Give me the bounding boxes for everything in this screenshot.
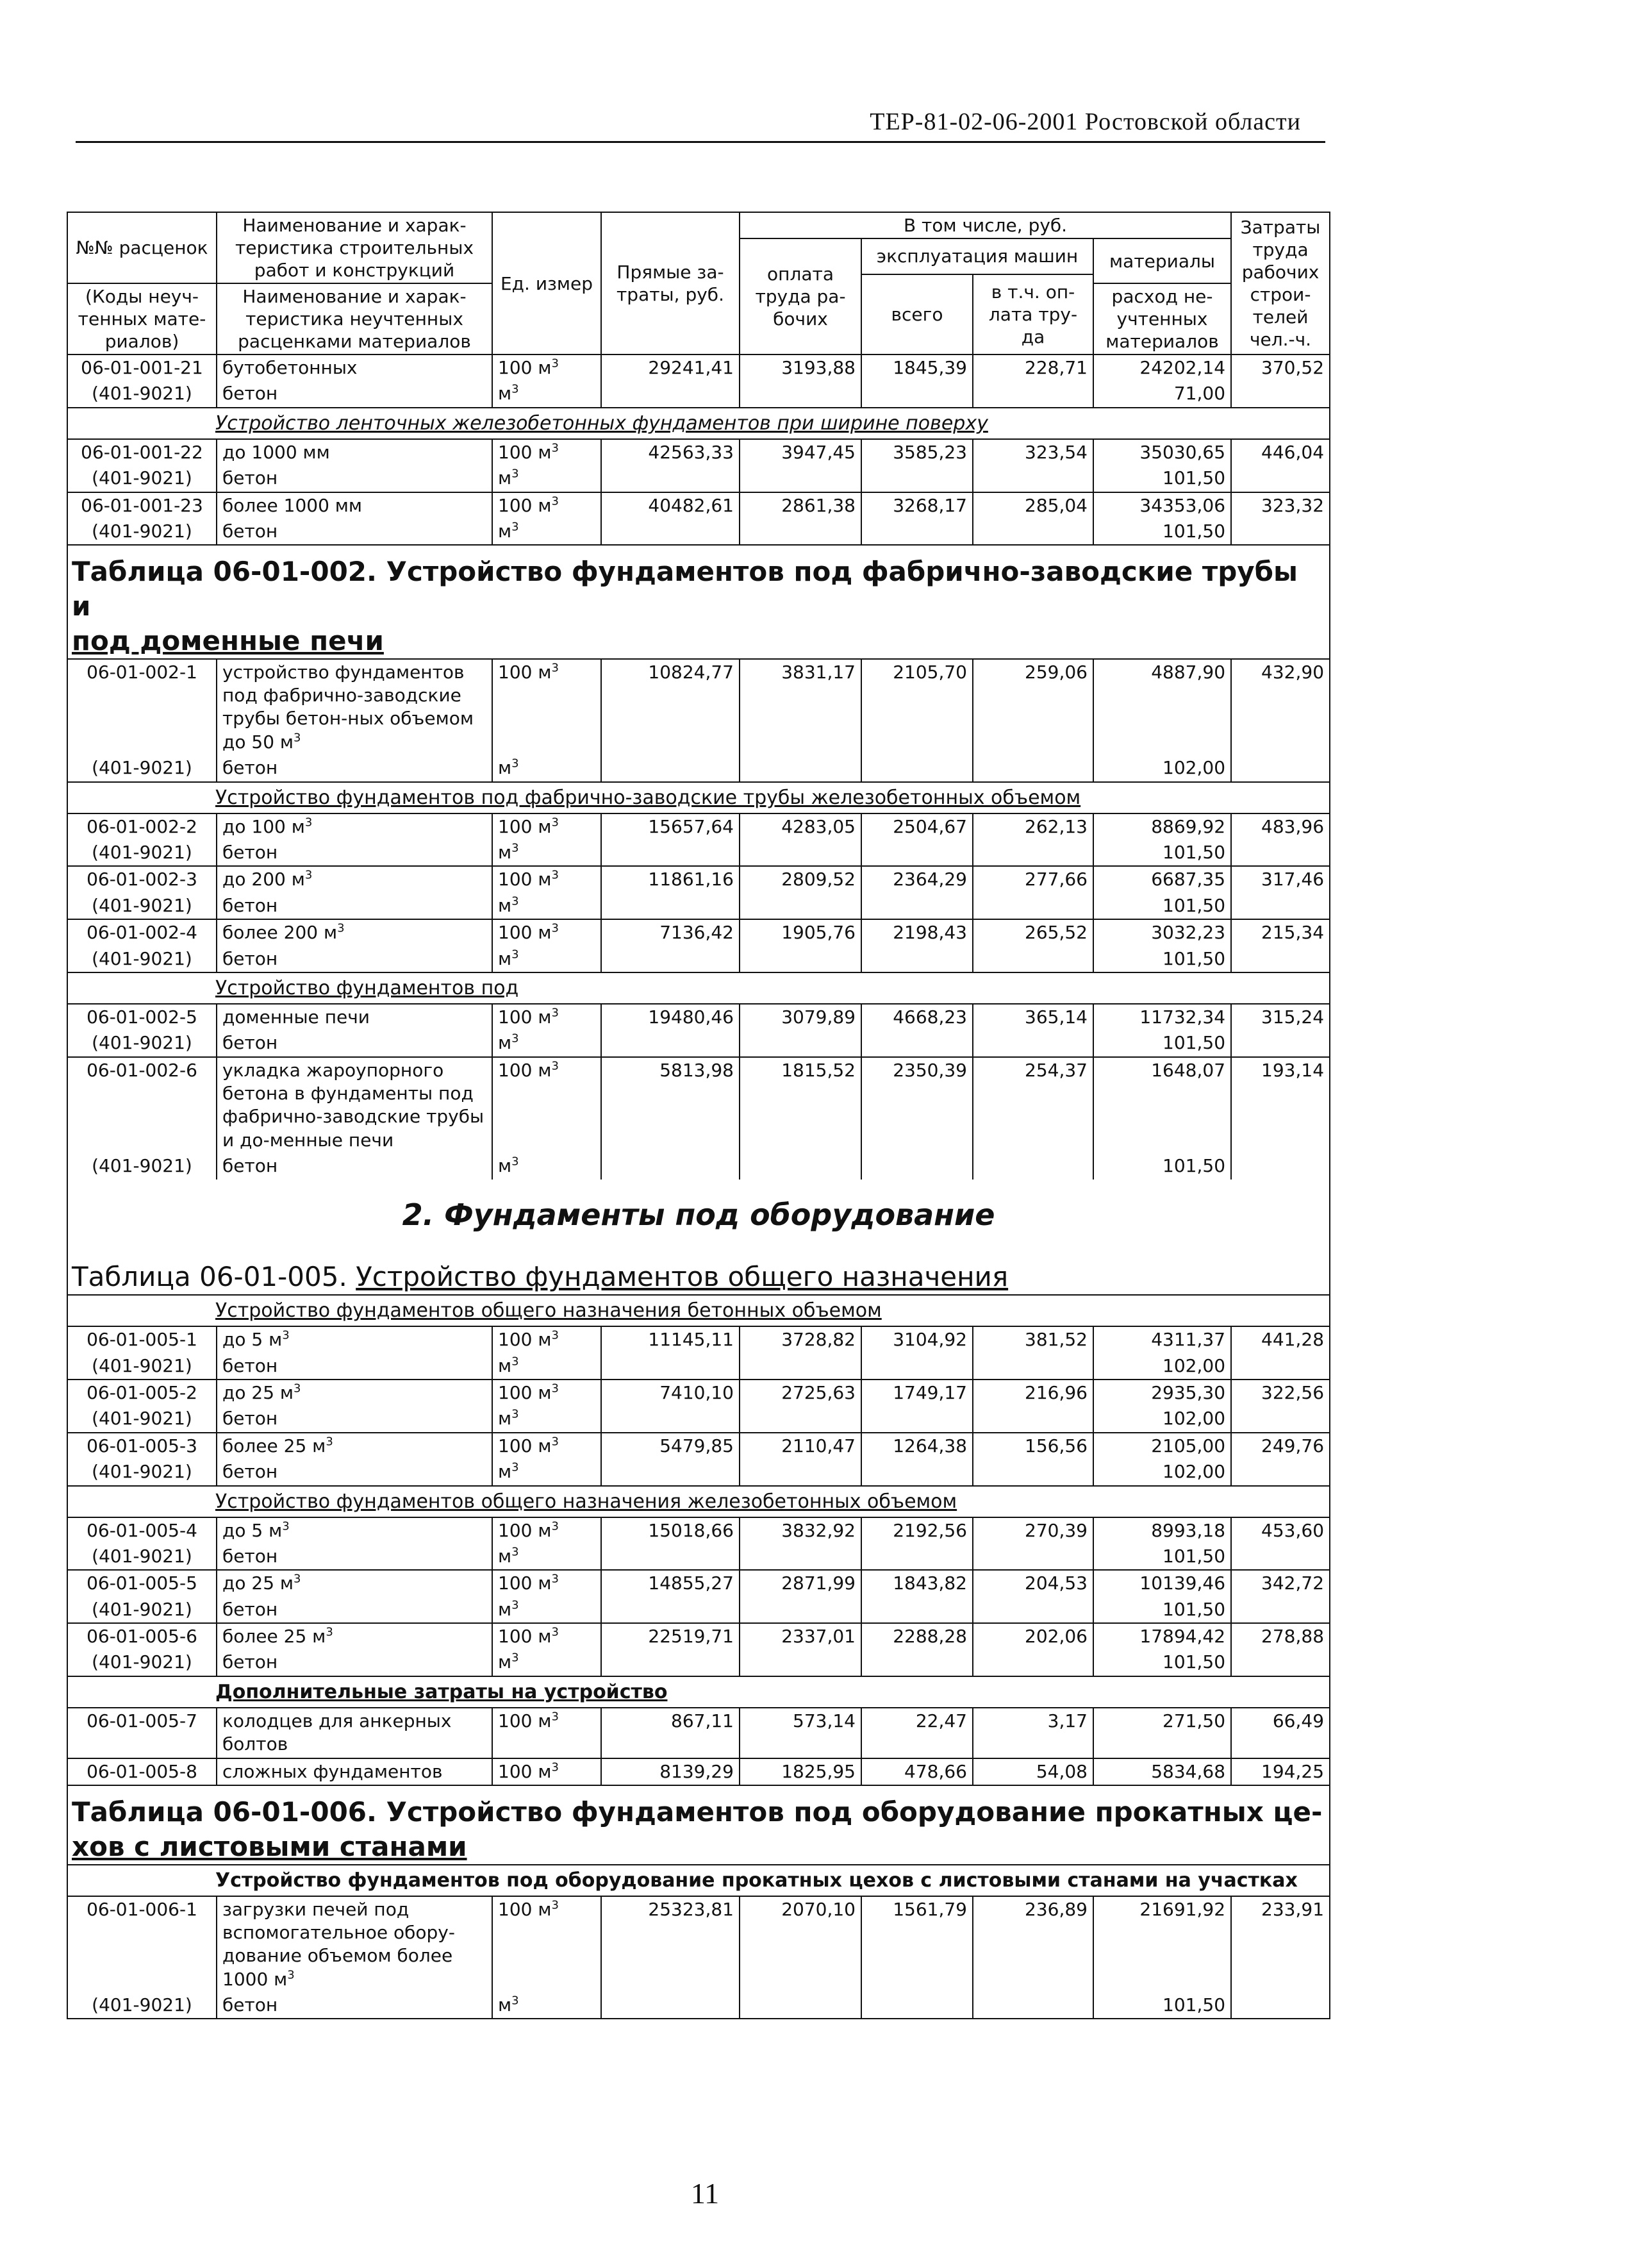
labor: 441,28: [1231, 1326, 1330, 1353]
wages: 2725,63: [740, 1380, 861, 1406]
material-row: [67, 1992, 1330, 2019]
machines-wages: 204,53: [973, 1570, 1093, 1596]
labor: 315,24: [1231, 1004, 1330, 1030]
materials: 6687,35: [1093, 866, 1231, 892]
header-materials: материалы: [1093, 238, 1231, 283]
material-row: [67, 465, 1330, 492]
material-quantity: 101,50: [1093, 1030, 1231, 1056]
machines-total: 1749,17: [861, 1380, 973, 1406]
rate-code: 06-01-005-2: [67, 1380, 217, 1406]
material-quantity: 101,50: [1093, 519, 1231, 545]
labor: 322,56: [1231, 1380, 1330, 1406]
direct-costs: 5479,85: [601, 1433, 740, 1459]
material-quantity: 102,00: [1093, 1459, 1231, 1485]
wages: 2861,38: [740, 492, 861, 519]
machines-total: 2504,67: [861, 813, 973, 840]
material-unit: $м^3$: [492, 1030, 601, 1056]
work-name: до 100 $м^3$: [217, 813, 492, 840]
rate-code: 06-01-002-2: [67, 813, 217, 840]
header-materials-consumption: расход не-учтенных материалов: [1093, 283, 1231, 354]
unit: 100 $м^3$: [492, 1708, 601, 1758]
wages: 1825,95: [740, 1758, 861, 1785]
material-quantity: 102,00: [1093, 1406, 1231, 1432]
header-machines-total: всего: [861, 274, 973, 355]
work-name: устройство фундаментов под фабрично-заводские трубы бетон-ных объемом до 50 $м^3$: [217, 659, 492, 756]
direct-costs: 7136,42: [601, 919, 740, 946]
header-wages: оплата труда ра-бочих: [740, 238, 861, 354]
machines-total: 1264,38: [861, 1433, 973, 1459]
labor: 278,88: [1231, 1623, 1330, 1649]
wages: 2337,01: [740, 1623, 861, 1649]
material-name: бетон: [217, 1992, 492, 2019]
wages: 3079,89: [740, 1004, 861, 1030]
page-number: 11: [690, 2177, 720, 2210]
labor: 317,46: [1231, 866, 1330, 892]
table-title: Таблица 06-01-002. Устройство фундаментов под фабрично-заводские трубы и под доменные печи: [67, 545, 1330, 658]
work-name: доменные печи: [217, 1004, 492, 1030]
material-row: [67, 1353, 1330, 1380]
material-unit: $м^3$: [492, 1459, 601, 1485]
header-machines: эксплуатация машин: [861, 238, 1093, 274]
table-row: [67, 439, 1330, 465]
rate-code: 06-01-002-5: [67, 1004, 217, 1030]
table-row: [67, 1896, 1330, 1993]
header-material-names: Наименование и харак-теристика неучтенных расценками материалов: [217, 283, 492, 354]
direct-costs: 11861,16: [601, 866, 740, 892]
materials: 4311,37: [1093, 1326, 1231, 1353]
table-row: [67, 659, 1330, 756]
materials: 2935,30: [1093, 1380, 1231, 1406]
table-label: Таблица 06-01-002.: [72, 556, 377, 588]
material-unit: $м^3$: [492, 1406, 601, 1432]
material-row: [67, 1153, 1330, 1179]
rates-table: [67, 212, 1330, 2019]
wages: 3831,17: [740, 659, 861, 756]
material-unit: $м^3$: [492, 893, 601, 919]
direct-costs: 8139,29: [601, 1758, 740, 1785]
header-code: №№ расценок: [67, 212, 217, 283]
table-row: [67, 1517, 1330, 1544]
materials: 21691,92: [1093, 1896, 1231, 1993]
unit: 100 $м^3$: [492, 492, 601, 519]
materials: 5834,68: [1093, 1758, 1231, 1785]
direct-costs: 14855,27: [601, 1570, 740, 1596]
material-name: бетон: [217, 1353, 492, 1380]
materials: 3032,23: [1093, 919, 1231, 946]
machines-wages: 277,66: [973, 866, 1093, 892]
material-name: бетон: [217, 840, 492, 866]
table-row: [67, 813, 1330, 840]
work-name: до 25 $м^3$: [217, 1380, 492, 1406]
material-quantity: 71,00: [1093, 381, 1231, 407]
direct-costs: 29241,41: [601, 354, 740, 381]
material-quantity: 101,50: [1093, 1992, 1231, 2019]
wages: 2871,99: [740, 1570, 861, 1596]
machines-total: 1843,82: [861, 1570, 973, 1596]
material-name: бетон: [217, 946, 492, 972]
material-quantity: 101,50: [1093, 1649, 1231, 1676]
unit: 100 $м^3$: [492, 1570, 601, 1596]
materials: 271,50: [1093, 1708, 1231, 1758]
rate-code: 06-01-005-1: [67, 1326, 217, 1353]
material-row: [67, 840, 1330, 866]
table-row: [67, 866, 1330, 892]
header-including: В том числе, руб.: [740, 212, 1231, 238]
unit: 100 $м^3$: [492, 1517, 601, 1544]
machines-wages: 202,06: [973, 1623, 1093, 1649]
materials: 10139,46: [1093, 1570, 1231, 1596]
rate-code: 06-01-006-1: [67, 1896, 217, 1993]
material-quantity: 101,50: [1093, 946, 1231, 972]
machines-wages: 236,89: [973, 1896, 1093, 1993]
table-header: [67, 212, 1330, 354]
material-name: бетон: [217, 893, 492, 919]
machines-total: 22,47: [861, 1708, 973, 1758]
materials: 8993,18: [1093, 1517, 1231, 1544]
section-heading: 2. Фундаменты под оборудование: [67, 1180, 1330, 1251]
machines-wages: 254,37: [973, 1057, 1093, 1154]
material-row: [67, 946, 1330, 972]
material-row: [67, 1459, 1330, 1485]
work-name: более 25 $м^3$: [217, 1433, 492, 1459]
group-heading: Устройство фундаментов под: [67, 972, 1330, 1004]
material-quantity: 101,50: [1093, 1153, 1231, 1179]
unit: 100 $м^3$: [492, 1057, 601, 1154]
rate-code: 06-01-005-8: [67, 1758, 217, 1785]
material-quantity: 101,50: [1093, 840, 1231, 866]
machines-wages: 259,06: [973, 659, 1093, 756]
material-unit: $м^3$: [492, 1649, 601, 1676]
machines-wages: 156,56: [973, 1433, 1093, 1459]
group-heading: Устройство фундаментов общего назначения бетонных объемом: [67, 1295, 1330, 1326]
labor: 323,32: [1231, 492, 1330, 519]
unit: 100 $м^3$: [492, 919, 601, 946]
material-name: бетон: [217, 1544, 492, 1570]
machines-wages: 262,13: [973, 813, 1093, 840]
wages: 2070,10: [740, 1896, 861, 1993]
materials: 8869,92: [1093, 813, 1231, 840]
material-code: (401-9021): [67, 1459, 217, 1485]
unit: 100 $м^3$: [492, 1758, 601, 1785]
material-name: бетон: [217, 465, 492, 492]
machines-total: 2192,56: [861, 1517, 973, 1544]
table-title: Таблица 06-01-005. Устройство фундаментов общего назначения: [67, 1251, 1330, 1295]
wages: 2809,52: [740, 866, 861, 892]
running-header: ТЕР-81-02-06-2001 Ростовской области: [870, 108, 1301, 135]
machines-wages: 381,52: [973, 1326, 1093, 1353]
material-name: бетон: [217, 1406, 492, 1432]
group-heading: Устройство ленточных железобетонных фундаментов при ширине поверху: [67, 408, 1330, 439]
unit: 100 $м^3$: [492, 439, 601, 465]
work-name: до 5 $м^3$: [217, 1517, 492, 1544]
labor: 342,72: [1231, 1570, 1330, 1596]
table-row: [67, 1326, 1330, 1353]
material-unit: $м^3$: [492, 1597, 601, 1623]
machines-total: 3104,92: [861, 1326, 973, 1353]
labor: 233,91: [1231, 1896, 1330, 1993]
material-code: (401-9021): [67, 465, 217, 492]
labor: 453,60: [1231, 1517, 1330, 1544]
rate-code: 06-01-002-1: [67, 659, 217, 756]
machines-total: 2105,70: [861, 659, 973, 756]
material-code: (401-9021): [67, 1544, 217, 1570]
work-name: более 200 $м^3$: [217, 919, 492, 946]
table-row: [67, 492, 1330, 519]
machines-wages: 285,04: [973, 492, 1093, 519]
rate-code: 06-01-005-6: [67, 1623, 217, 1649]
work-name: до 1000 мм: [217, 439, 492, 465]
header-material-codes: (Коды неуч-тенных мате-риалов): [67, 283, 217, 354]
material-name: бетон: [217, 1649, 492, 1676]
material-unit: $м^3$: [492, 946, 601, 972]
header-rule: [76, 141, 1325, 143]
material-quantity: 102,00: [1093, 1353, 1231, 1380]
work-name: укладка жароупорного бетона в фундаменты под фабрично-заводские трубы и до-менные печи: [217, 1057, 492, 1154]
wages: 1905,76: [740, 919, 861, 946]
material-code: (401-9021): [67, 755, 217, 781]
machines-total: 3585,23: [861, 439, 973, 465]
material-unit: $м^3$: [492, 1992, 601, 2019]
material-unit: $м^3$: [492, 1353, 601, 1380]
work-name: более 25 $м^3$: [217, 1623, 492, 1649]
material-name: бетон: [217, 381, 492, 407]
materials: 11732,34: [1093, 1004, 1231, 1030]
material-code: (401-9021): [67, 1153, 217, 1179]
machines-wages: 265,52: [973, 919, 1093, 946]
material-unit: $м^3$: [492, 840, 601, 866]
direct-costs: 25323,81: [601, 1896, 740, 1993]
unit: 100 $м^3$: [492, 354, 601, 381]
material-code: (401-9021): [67, 1030, 217, 1056]
header-name: Наименование и харак-теристика строительных работ и конструкций: [217, 212, 492, 283]
machines-total: 2364,29: [861, 866, 973, 892]
material-unit: $м^3$: [492, 1153, 601, 1179]
material-row: [67, 1649, 1330, 1676]
material-quantity: 101,50: [1093, 1544, 1231, 1570]
machines-wages: 228,71: [973, 354, 1093, 381]
material-code: (401-9021): [67, 946, 217, 972]
work-name: до 5 $м^3$: [217, 1326, 492, 1353]
table-title: Таблица 06-01-006. Устройство фундаментов под оборудование прокатных це- хов с листовыми станами: [67, 1785, 1330, 1865]
material-name: бетон: [217, 1153, 492, 1179]
material-row: [67, 381, 1330, 407]
group-heading: Устройство фундаментов общего назначения железобетонных объемом: [67, 1486, 1330, 1517]
material-name: бетон: [217, 755, 492, 781]
labor: 432,90: [1231, 659, 1330, 756]
machines-wages: 270,39: [973, 1517, 1093, 1544]
direct-costs: 5813,98: [601, 1057, 740, 1154]
rate-code: 06-01-001-21: [67, 354, 217, 381]
work-name: бутобетонных: [217, 354, 492, 381]
machines-wages: 216,96: [973, 1380, 1093, 1406]
table-row: [67, 1004, 1330, 1030]
direct-costs: 22519,71: [601, 1623, 740, 1649]
rate-code: 06-01-001-22: [67, 439, 217, 465]
machines-total: 3268,17: [861, 492, 973, 519]
material-name: бетон: [217, 1597, 492, 1623]
labor: 215,34: [1231, 919, 1330, 946]
material-code: (401-9021): [67, 1353, 217, 1380]
machines-wages: 365,14: [973, 1004, 1093, 1030]
table-row: [67, 1708, 1330, 1758]
table-row: [67, 1758, 1330, 1785]
wages: 4283,05: [740, 813, 861, 840]
unit: 100 $м^3$: [492, 659, 601, 756]
material-unit: $м^3$: [492, 381, 601, 407]
labor: 483,96: [1231, 813, 1330, 840]
material-row: [67, 1030, 1330, 1056]
table-label: Таблица 06-01-005.: [72, 1261, 347, 1293]
labor: 194,25: [1231, 1758, 1330, 1785]
direct-costs: 42563,33: [601, 439, 740, 465]
material-name: бетон: [217, 519, 492, 545]
material-name: бетон: [217, 1030, 492, 1056]
material-quantity: 101,50: [1093, 1597, 1231, 1623]
table-row: [67, 1623, 1330, 1649]
rate-code: 06-01-005-5: [67, 1570, 217, 1596]
work-name: до 200 $м^3$: [217, 866, 492, 892]
work-name: более 1000 мм: [217, 492, 492, 519]
direct-costs: 11145,11: [601, 1326, 740, 1353]
material-code: (401-9021): [67, 1649, 217, 1676]
wages: 1815,52: [740, 1057, 861, 1154]
labor: 249,76: [1231, 1433, 1330, 1459]
wages: 2110,47: [740, 1433, 861, 1459]
materials: 2105,00: [1093, 1433, 1231, 1459]
table-row: [67, 1433, 1330, 1459]
header-labor: Затраты труда рабочих строи-телей чел.-ч.: [1231, 212, 1330, 354]
materials: 35030,65: [1093, 439, 1231, 465]
machines-total: 2288,28: [861, 1623, 973, 1649]
machines-total: 2198,43: [861, 919, 973, 946]
group-heading: Дополнительные затраты на устройство: [67, 1676, 1330, 1708]
material-row: [67, 519, 1330, 545]
labor: 193,14: [1231, 1057, 1330, 1154]
group-heading: Устройство фундаментов под оборудование прокатных цехов с листовыми станами на участках: [67, 1865, 1330, 1896]
machines-total: 1561,79: [861, 1896, 973, 1993]
unit: 100 $м^3$: [492, 813, 601, 840]
group-heading: Устройство фундаментов под фабрично-заводские трубы железобетонных объемом: [67, 782, 1330, 813]
rate-code: 06-01-005-3: [67, 1433, 217, 1459]
wages: 3947,45: [740, 439, 861, 465]
material-code: (401-9021): [67, 1992, 217, 2019]
direct-costs: 15657,64: [601, 813, 740, 840]
rate-code: 06-01-005-4: [67, 1517, 217, 1544]
machines-wages: 323,54: [973, 439, 1093, 465]
unit: 100 $м^3$: [492, 1380, 601, 1406]
material-code: (401-9021): [67, 840, 217, 866]
table-row: [67, 354, 1330, 381]
rate-code: 06-01-002-3: [67, 866, 217, 892]
material-unit: $м^3$: [492, 519, 601, 545]
table-row: [67, 919, 1330, 946]
labor: 446,04: [1231, 439, 1330, 465]
rate-code: 06-01-002-4: [67, 919, 217, 946]
direct-costs: 7410,10: [601, 1380, 740, 1406]
unit: 100 $м^3$: [492, 1623, 601, 1649]
work-name: загрузки печей под вспомогательное обору-дование объемом более 1000 $м^3$: [217, 1896, 492, 1993]
material-row: [67, 893, 1330, 919]
rate-code: 06-01-001-23: [67, 492, 217, 519]
labor: 370,52: [1231, 354, 1330, 381]
machines-total: 1845,39: [861, 354, 973, 381]
machines-total: 2350,39: [861, 1057, 973, 1154]
material-quantity: 101,50: [1093, 893, 1231, 919]
direct-costs: 19480,46: [601, 1004, 740, 1030]
material-quantity: 101,50: [1093, 465, 1231, 492]
table-row: [67, 1570, 1330, 1596]
materials: 17894,42: [1093, 1623, 1231, 1649]
material-quantity: 102,00: [1093, 755, 1231, 781]
material-name: бетон: [217, 1459, 492, 1485]
unit: 100 $м^3$: [492, 1326, 601, 1353]
header-unit: Ед. измер: [492, 212, 601, 354]
material-unit: $м^3$: [492, 755, 601, 781]
rate-code: 06-01-005-7: [67, 1708, 217, 1758]
table-row: [67, 1057, 1330, 1154]
materials: 34353,06: [1093, 492, 1231, 519]
material-row: [67, 755, 1330, 781]
material-code: (401-9021): [67, 1597, 217, 1623]
machines-total: 4668,23: [861, 1004, 973, 1030]
machines-wages: 3,17: [973, 1708, 1093, 1758]
header-direct-costs: Прямые за-траты, руб.: [601, 212, 740, 354]
work-name: колодцев для анкерных болтов: [217, 1708, 492, 1758]
direct-costs: 10824,77: [601, 659, 740, 756]
wages: 3832,92: [740, 1517, 861, 1544]
unit: 100 $м^3$: [492, 1896, 601, 1993]
material-unit: $м^3$: [492, 1544, 601, 1570]
header-machines-wages: в т.ч. оп-лата тру-да: [973, 274, 1093, 355]
work-name: сложных фундаментов: [217, 1758, 492, 1785]
wages: 573,14: [740, 1708, 861, 1758]
wages: 3193,88: [740, 354, 861, 381]
table-row: [67, 1380, 1330, 1406]
materials: 4887,90: [1093, 659, 1231, 756]
unit: 100 $м^3$: [492, 1433, 601, 1459]
direct-costs: 15018,66: [601, 1517, 740, 1544]
machines-total: 478,66: [861, 1758, 973, 1785]
material-code: (401-9021): [67, 893, 217, 919]
material-row: [67, 1597, 1330, 1623]
rate-code: 06-01-002-6: [67, 1057, 217, 1154]
material-row: [67, 1406, 1330, 1432]
direct-costs: 867,11: [601, 1708, 740, 1758]
unit: 100 $м^3$: [492, 1004, 601, 1030]
direct-costs: 40482,61: [601, 492, 740, 519]
labor: 66,49: [1231, 1708, 1330, 1758]
material-code: (401-9021): [67, 519, 217, 545]
material-code: (401-9021): [67, 381, 217, 407]
material-row: [67, 1544, 1330, 1570]
material-code: (401-9021): [67, 1406, 217, 1432]
work-name: до 25 $м^3$: [217, 1570, 492, 1596]
unit: 100 $м^3$: [492, 866, 601, 892]
machines-wages: 54,08: [973, 1758, 1093, 1785]
table-label: Таблица 06-01-006.: [72, 1796, 377, 1828]
material-unit: $м^3$: [492, 465, 601, 492]
materials: 24202,14: [1093, 354, 1231, 381]
wages: 3728,82: [740, 1326, 861, 1353]
materials: 1648,07: [1093, 1057, 1231, 1154]
